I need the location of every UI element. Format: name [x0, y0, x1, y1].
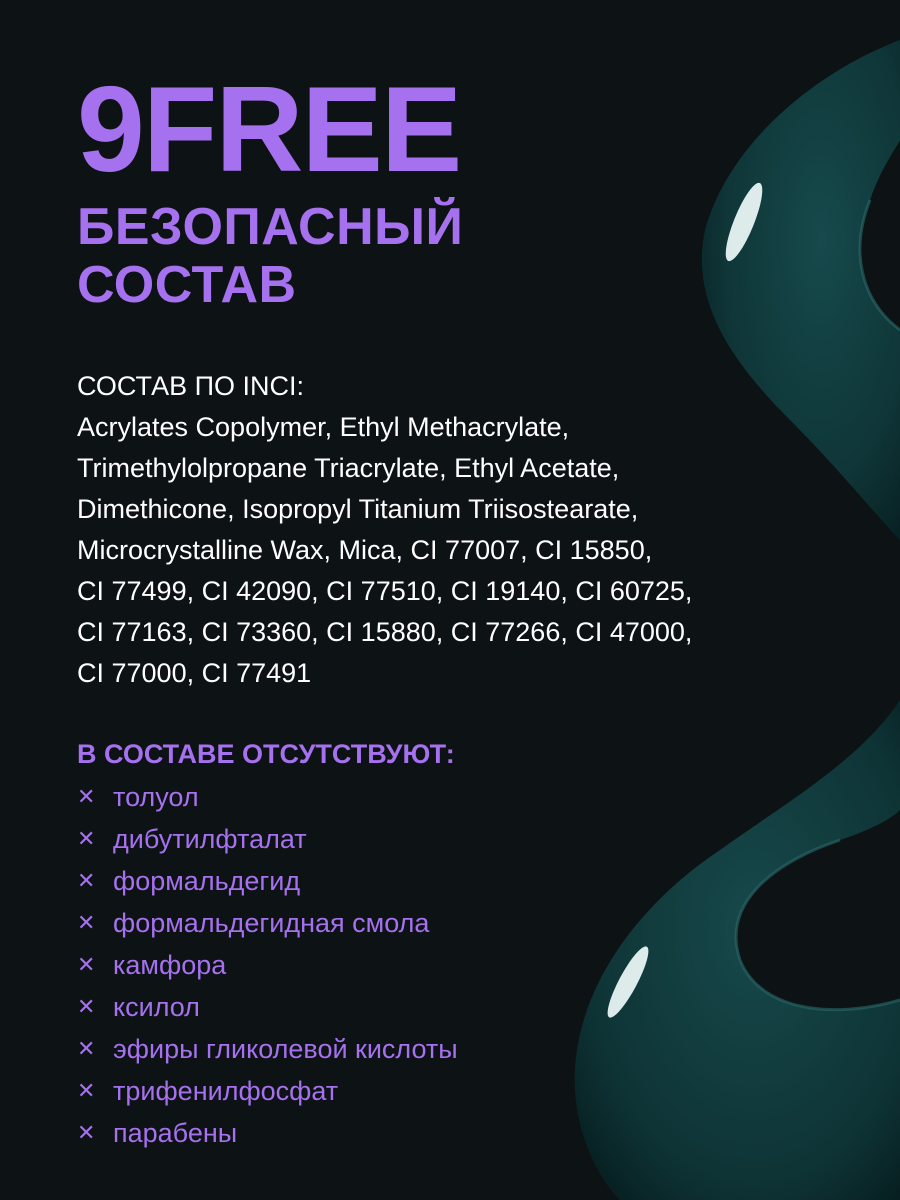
inci-line: Trimethylolpropane Triacrylate, Ethyl Acetate,: [77, 453, 620, 483]
list-item-label: камфора: [113, 949, 227, 980]
cross-icon: ✕: [77, 952, 96, 977]
cross-icon: ✕: [77, 910, 96, 935]
inci-line: CI 77499, CI 42090, CI 77510, CI 19140, CI 60725,: [77, 576, 693, 606]
list-item: [77, 776, 757, 818]
list-item-label: парабены: [113, 1117, 238, 1148]
cross-icon: ✕: [77, 826, 96, 851]
cross-icon: ✕: [77, 1078, 96, 1103]
inci-line: CI 77163, CI 73360, CI 15880, CI 77266, CI 47000,: [77, 617, 693, 647]
list-item-label: формальдегидная смола: [113, 907, 430, 938]
list-item-label: эфиры гликолевой кислоты: [113, 1033, 458, 1064]
subheadline-line: БЕЗОПАСНЫЙ: [77, 198, 464, 256]
absent-list: [77, 776, 757, 1154]
headline: 9FREE: [77, 61, 461, 197]
inci-line: Microcrystalline Wax, Mica, CI 77007, CI 15850,: [77, 535, 653, 565]
list-item-label: формальдегид: [113, 865, 301, 896]
list-item: [77, 902, 757, 944]
content-block: [77, 61, 757, 1154]
list-item: [77, 1070, 757, 1112]
absent-title: В СОСТАВЕ ОТСУТСТВУЮТ:: [77, 739, 455, 769]
list-item: [77, 944, 757, 986]
list-item: [77, 1028, 757, 1070]
cross-icon: ✕: [77, 994, 96, 1019]
list-item: [77, 1112, 757, 1154]
inci-line: Dimethicone, Isopropyl Titanium Triisostearate,: [77, 494, 639, 524]
cross-icon: ✕: [77, 784, 96, 809]
list-item: [77, 860, 757, 902]
cross-icon: ✕: [77, 1120, 96, 1145]
subheadline: [77, 198, 757, 314]
inci-title: СОСТАВ ПО INCI:: [77, 371, 305, 401]
list-item-label: дибутилфталат: [113, 823, 307, 854]
inci-line: Acrylates Copolymer, Ethyl Methacrylate,: [77, 412, 570, 442]
list-item: [77, 986, 757, 1028]
subheadline-line: СОСТАВ: [77, 256, 297, 314]
cross-icon: ✕: [77, 1036, 96, 1061]
list-item-label: ксилол: [113, 991, 200, 1022]
list-item-label: толуол: [113, 781, 199, 812]
list-item: [77, 818, 757, 860]
list-item-label: трифенилфосфат: [113, 1075, 339, 1106]
inci-line: CI 77000, CI 77491: [77, 658, 312, 688]
cross-icon: ✕: [77, 868, 96, 893]
inci-text: [77, 407, 757, 694]
